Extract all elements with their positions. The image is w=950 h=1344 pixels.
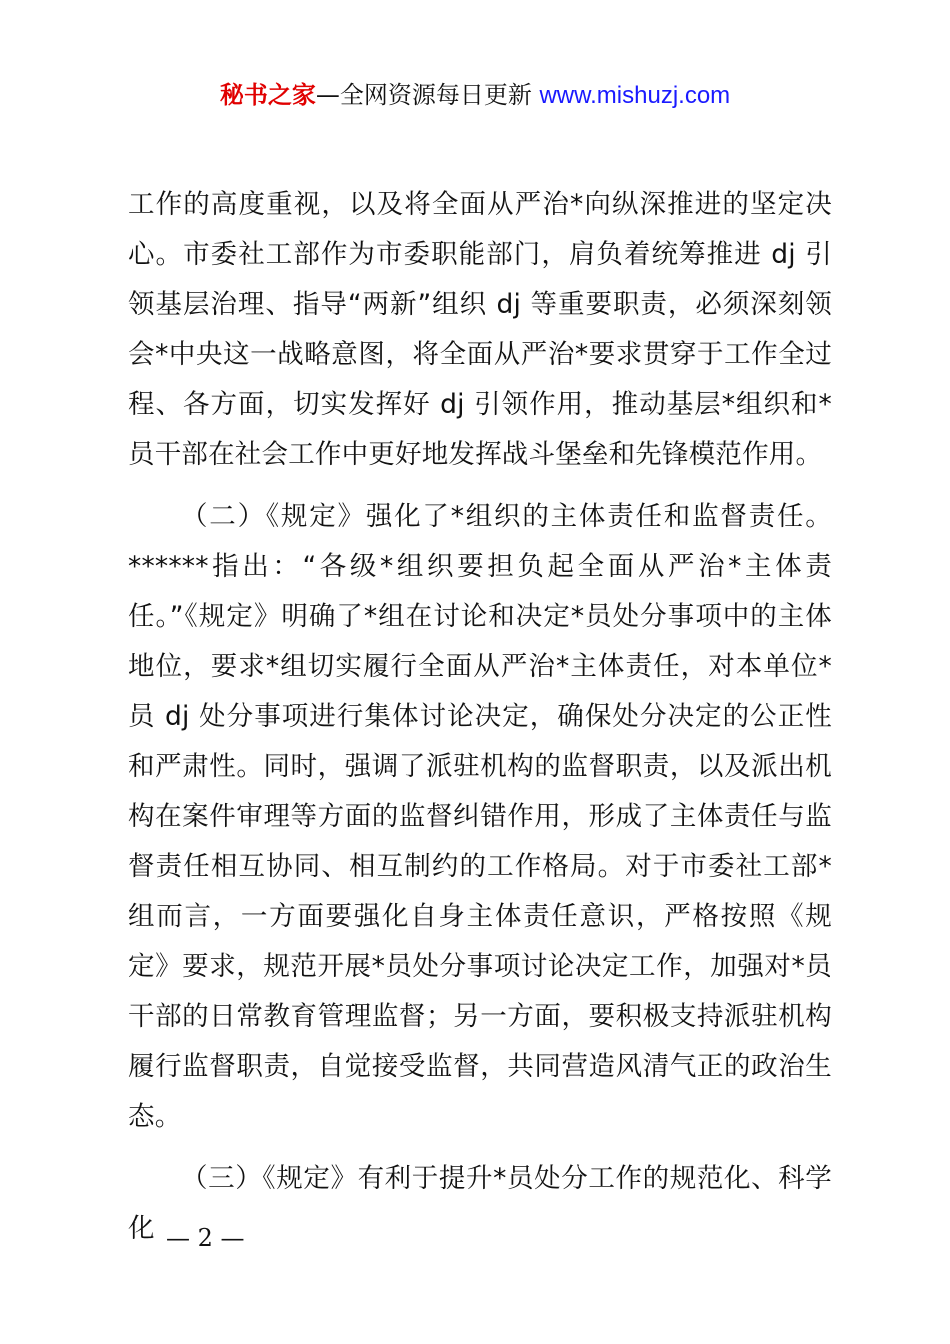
site-url-link[interactable]: www.mishuzj.com bbox=[539, 82, 731, 109]
page-number: — 2 — bbox=[166, 1224, 245, 1252]
site-header bbox=[0, 78, 950, 113]
paragraph-section-two: （二）《规定》强化了*组织的主体责任和监督责任。******指出：“各级*组织要担负起全面从严治*主体责任。”《规定》明确了*组在讨论和决定*员处分事项中的主体地位，要求*组切实履行全面从严治*主体责任，对本单位*员 dj 处分事项进行集体讨论决定，确保处分决定的公正性和严肃性。同时，强调了派驻机构的监督职责，以及派出机构在案件审理等方面的监督纠错作用，形成了主体责任与监督责任相互协同、相互制约的工作格局。对于市委社工部*组而言，一方面要强化自身主体责任意识，严格按照《规定》要求，规范开展*员处分事项讨论决定工作，加强对*员干部的日常教育管理监督；另一方面，要积极支持派驻机构履行监督职责，自觉接受监督，共同营造风清气正的政治生态。 bbox=[128, 501, 832, 1132]
paragraph-section-three: （三）《规定》有利于提升*员处分工作的规范化、科学化 bbox=[128, 1163, 832, 1244]
paragraph-gap bbox=[128, 480, 832, 492]
document-body bbox=[128, 180, 832, 1254]
paragraph-gap bbox=[128, 1142, 832, 1154]
header-tagline: —全网资源每日更新 bbox=[315, 81, 532, 109]
paragraph-continuation: 工作的高度重视，以及将全面从严治*向纵深推进的坚定决心。市委社工部作为市委职能部门，肩负着统筹推进 dj 引领基层治理、指导“两新”组织 dj 等重要职责，必须深刻领会*中央这一战略意图，将全面从严治*要求贯穿于工作全过程、各方面，切实发挥好 dj 引领作用，推动基层*组织和*员干部在社会工作中更好地发挥战斗堡垒和先锋模范作用。 bbox=[128, 189, 832, 470]
brand-name: 秘书之家 bbox=[219, 81, 316, 109]
